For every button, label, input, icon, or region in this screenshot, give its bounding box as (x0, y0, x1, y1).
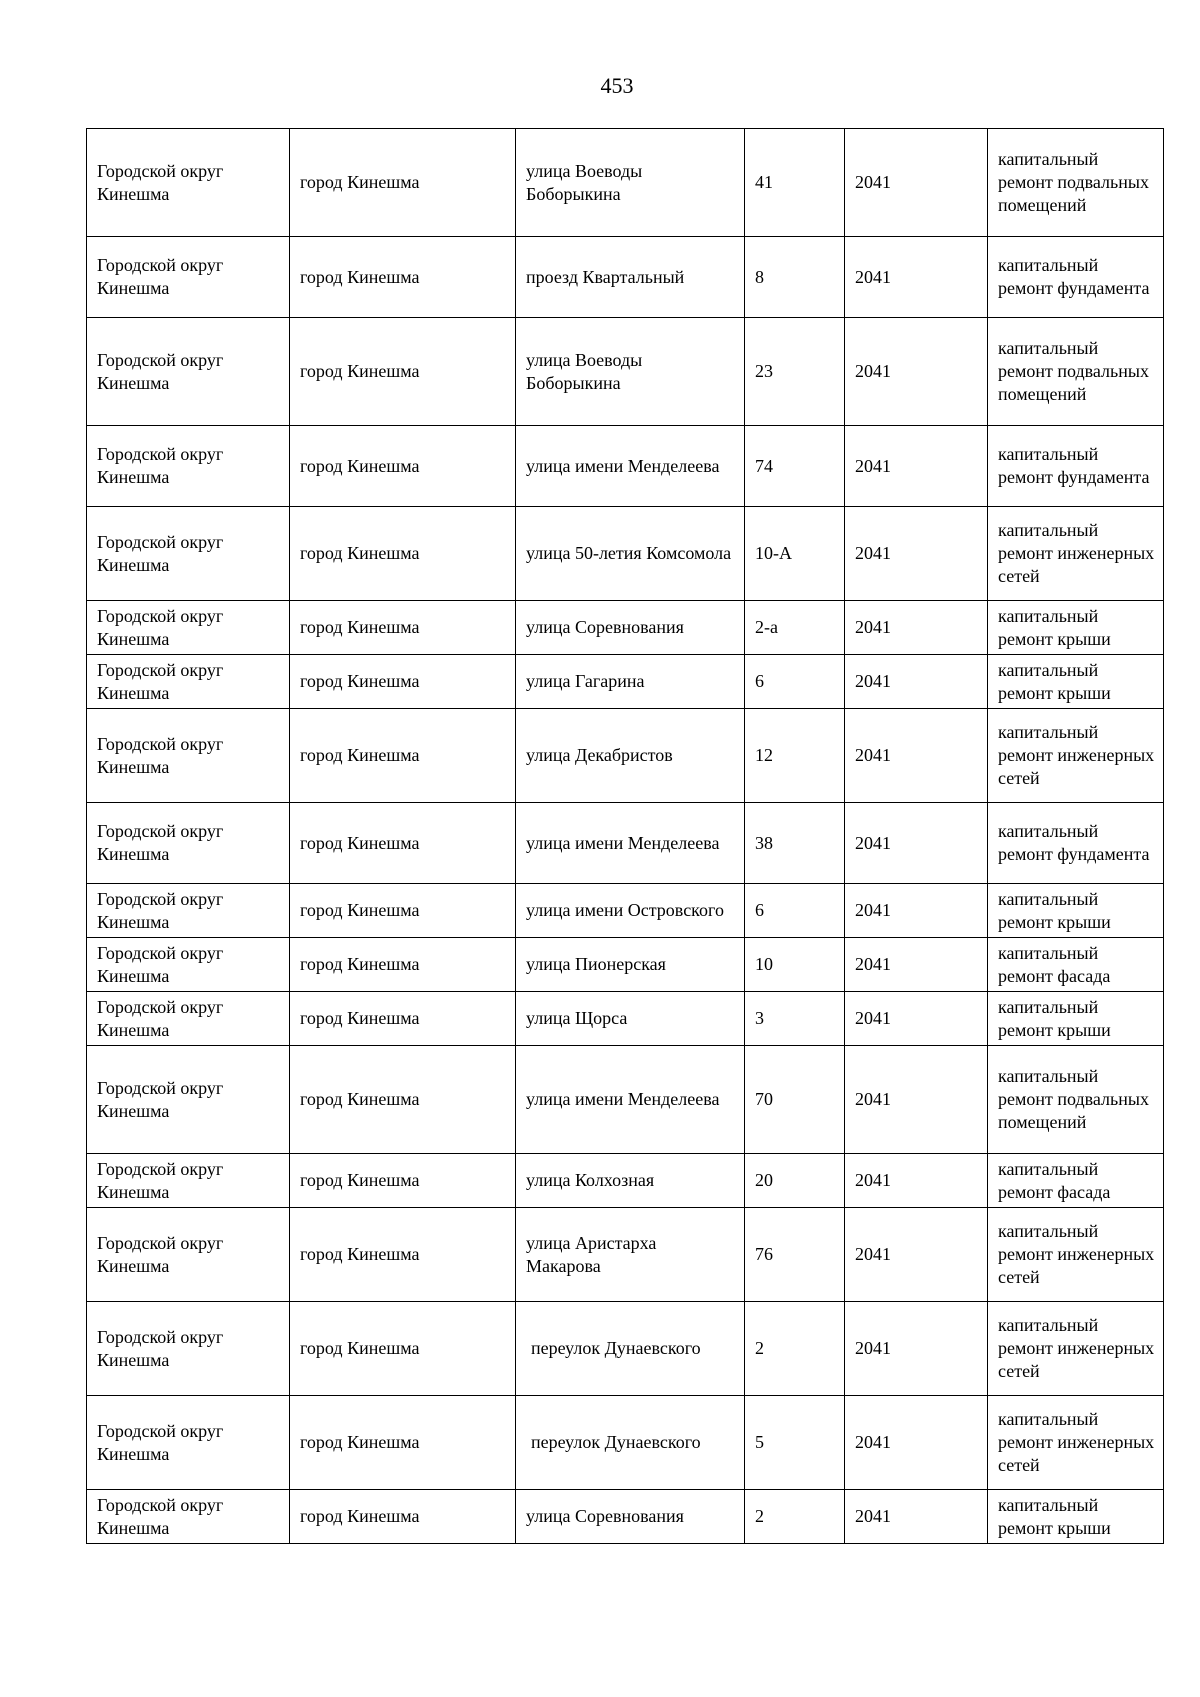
work-type-cell-text: капитальный ремонт фундамента (998, 444, 1150, 487)
street-cell-text: улица Декабристов (526, 745, 673, 765)
year-cell-text: 2041 (855, 954, 891, 974)
table-row (87, 992, 1164, 1046)
house-number-cell-text: 5 (755, 1432, 764, 1452)
street-cell (516, 1154, 745, 1208)
table-row (87, 803, 1164, 884)
settlement-cell (290, 709, 516, 803)
municipality-cell-text: Городской округ Кинешма (97, 942, 224, 986)
work-type-cell-text: капитальный ремонт инженерных сетей (998, 1221, 1155, 1287)
work-type-cell-text: капитальный ремонт подвальных помещений (998, 1066, 1149, 1132)
table-row (87, 709, 1164, 803)
settlement-cell (290, 1154, 516, 1208)
settlement-cell (290, 655, 516, 709)
year-cell (845, 601, 988, 655)
settlement-cell (290, 237, 516, 318)
municipality-cell-text: Городской округ Кинешма (97, 1326, 224, 1370)
table-row (87, 129, 1164, 237)
settlement-cell-text: город Кинешма (300, 832, 420, 853)
work-type-cell (988, 938, 1164, 992)
work-type-cell (988, 884, 1164, 938)
house-number-cell-text: 6 (755, 900, 764, 920)
municipality-cell (87, 709, 290, 803)
year-cell-text: 2041 (855, 745, 891, 765)
house-number-cell-text: 3 (755, 1008, 764, 1028)
year-cell-text: 2041 (855, 172, 891, 192)
municipality-cell-text: Городской округ Кинешма (97, 1232, 224, 1276)
table-row (87, 507, 1164, 601)
table-row (87, 1396, 1164, 1490)
street-cell (516, 992, 745, 1046)
street-cell-text: переулок Дунаевского (531, 1432, 701, 1452)
municipality-cell (87, 237, 290, 318)
work-type-cell (988, 1154, 1164, 1208)
year-cell-text: 2041 (855, 1244, 891, 1264)
street-cell-text: проезд Квартальный (526, 266, 685, 287)
year-cell (845, 1302, 988, 1396)
street-cell (516, 1396, 745, 1490)
year-cell-text: 2041 (855, 1008, 891, 1028)
settlement-cell-text: город Кинешма (300, 1008, 420, 1028)
house-number-cell (745, 803, 845, 884)
settlement-cell-text: город Кинешма (300, 1338, 420, 1358)
house-number-cell (745, 237, 845, 318)
year-cell (845, 129, 988, 237)
house-number-cell-text: 23 (755, 361, 773, 381)
house-number-cell-text: 76 (755, 1244, 773, 1264)
settlement-cell-text: город Кинешма (300, 1244, 420, 1264)
work-type-cell-text: капитальный ремонт инженерных сетей (998, 722, 1155, 788)
house-number-cell-text: 2 (755, 1506, 764, 1526)
work-type-cell-text: капитальный ремонт крыши (998, 996, 1111, 1040)
municipality-cell (87, 318, 290, 426)
work-type-cell (988, 507, 1164, 601)
work-type-cell (988, 803, 1164, 884)
settlement-cell-text: город Кинешма (300, 745, 420, 765)
settlement-cell-text: город Кинешма (300, 1432, 420, 1452)
house-number-cell (745, 1154, 845, 1208)
year-cell-text: 2041 (855, 1506, 891, 1526)
house-number-cell (745, 709, 845, 803)
table-row (87, 318, 1164, 426)
work-type-cell (988, 655, 1164, 709)
municipality-cell (87, 1302, 290, 1396)
street-cell-text: улица имени Менделеева (526, 455, 720, 476)
street-cell-text: улица имени Менделеева (526, 832, 720, 853)
work-type-cell (988, 992, 1164, 1046)
work-type-cell (988, 1046, 1164, 1154)
year-cell (845, 992, 988, 1046)
municipality-cell (87, 129, 290, 237)
house-number-cell (745, 1302, 845, 1396)
house-number-cell-text: 70 (755, 1089, 773, 1109)
work-type-cell-text: капитальный ремонт крыши (998, 1494, 1111, 1538)
municipality-cell-text: Городской округ Кинешма (97, 160, 224, 204)
year-cell-text: 2041 (855, 361, 891, 381)
municipality-cell (87, 1046, 290, 1154)
municipality-cell (87, 426, 290, 507)
house-number-cell (745, 655, 845, 709)
house-number-cell-text: 41 (755, 172, 773, 192)
street-cell-text: улица Соревнования (526, 617, 684, 637)
year-cell-text: 2041 (855, 671, 891, 691)
house-number-cell-text: 2 (755, 1338, 764, 1358)
municipality-cell-text: Городской округ Кинешма (97, 531, 224, 575)
work-type-cell-text: капитальный ремонт крыши (998, 888, 1111, 932)
house-number-cell-text: 38 (755, 832, 773, 853)
repair-schedule-table (86, 128, 1164, 1544)
street-cell-text: улица имени Менделеева (526, 1089, 720, 1109)
work-type-cell (988, 1302, 1164, 1396)
street-cell-text: улица Пионерская (526, 954, 666, 974)
municipality-cell-text: Городской округ Кинешма (97, 444, 224, 487)
work-type-cell-text: капитальный ремонт инженерных сетей (998, 1315, 1155, 1381)
municipality-cell-text: Городской округ Кинешма (97, 1420, 224, 1464)
year-cell-text: 2041 (855, 1170, 891, 1190)
settlement-cell (290, 803, 516, 884)
house-number-cell-text: 20 (755, 1170, 773, 1190)
settlement-cell-text: город Кинешма (300, 1089, 420, 1109)
table-row (87, 426, 1164, 507)
street-cell (516, 601, 745, 655)
street-cell-text: улица Аристарха Макарова (526, 1232, 657, 1276)
municipality-cell-text: Городской округ Кинешма (97, 659, 224, 703)
settlement-cell (290, 601, 516, 655)
work-type-cell (988, 426, 1164, 507)
settlement-cell-text: город Кинешма (300, 900, 420, 920)
street-cell (516, 129, 745, 237)
work-type-cell-text: капитальный ремонт фундамента (998, 821, 1150, 864)
settlement-cell (290, 884, 516, 938)
street-cell (516, 938, 745, 992)
work-type-cell-text: капитальный ремонт фасада (998, 1158, 1111, 1202)
municipality-cell-text: Городской округ Кинешма (97, 996, 224, 1040)
house-number-cell-text: 6 (755, 671, 764, 691)
house-number-cell-text: 74 (755, 455, 773, 476)
year-cell (845, 426, 988, 507)
street-cell (516, 709, 745, 803)
settlement-cell (290, 129, 516, 237)
street-cell-text: улица имени Островского (526, 900, 724, 920)
street-cell (516, 803, 745, 884)
municipality-cell (87, 1490, 290, 1544)
municipality-cell-text: Городской округ Кинешма (97, 888, 224, 932)
house-number-cell (745, 1490, 845, 1544)
year-cell (845, 1396, 988, 1490)
street-cell (516, 318, 745, 426)
year-cell-text: 2041 (855, 617, 891, 637)
table-row (87, 1046, 1164, 1154)
house-number-cell (745, 601, 845, 655)
year-cell-text: 2041 (855, 832, 891, 853)
street-cell (516, 655, 745, 709)
house-number-cell-text: 10-А (755, 543, 792, 563)
work-type-cell-text: капитальный ремонт подвальных помещений (998, 149, 1149, 215)
house-number-cell-text: 8 (755, 266, 764, 287)
table-row (87, 1302, 1164, 1396)
settlement-cell (290, 318, 516, 426)
year-cell-text: 2041 (855, 266, 891, 287)
table-row (87, 1208, 1164, 1302)
work-type-cell (988, 318, 1164, 426)
work-type-cell (988, 1396, 1164, 1490)
year-cell (845, 1154, 988, 1208)
table-body (87, 129, 1164, 1544)
municipality-cell-text: Городской округ Кинешма (97, 605, 224, 649)
settlement-cell (290, 426, 516, 507)
municipality-cell (87, 655, 290, 709)
table-row (87, 237, 1164, 318)
municipality-cell (87, 601, 290, 655)
settlement-cell-text: город Кинешма (300, 671, 420, 691)
municipality-cell (87, 507, 290, 601)
settlement-cell (290, 1302, 516, 1396)
street-cell (516, 1046, 745, 1154)
street-cell-text: улица Колхозная (526, 1170, 655, 1190)
work-type-cell-text: капитальный ремонт фасада (998, 942, 1111, 986)
house-number-cell (745, 1208, 845, 1302)
house-number-cell (745, 426, 845, 507)
settlement-cell-text: город Кинешма (300, 455, 420, 476)
year-cell-text: 2041 (855, 1089, 891, 1109)
street-cell (516, 1302, 745, 1396)
settlement-cell-text: город Кинешма (300, 172, 420, 192)
year-cell (845, 1208, 988, 1302)
table-row (87, 1154, 1164, 1208)
year-cell (845, 1490, 988, 1544)
year-cell (845, 709, 988, 803)
year-cell-text: 2041 (855, 1338, 891, 1358)
street-cell (516, 237, 745, 318)
work-type-cell (988, 709, 1164, 803)
municipality-cell-text: Городской округ Кинешма (97, 1158, 224, 1202)
municipality-cell (87, 1396, 290, 1490)
work-type-cell-text: капитальный ремонт подвальных помещений (998, 338, 1149, 404)
house-number-cell-text: 2-а (755, 617, 778, 637)
year-cell (845, 318, 988, 426)
municipality-cell-text: Городской округ Кинешма (97, 1494, 224, 1538)
municipality-cell-text: Городской округ Кинешма (97, 821, 224, 864)
settlement-cell-text: город Кинешма (300, 543, 420, 563)
municipality-cell-text: Городской округ Кинешма (97, 349, 224, 393)
municipality-cell (87, 938, 290, 992)
street-cell-text: улица Соревнования (526, 1506, 684, 1526)
street-cell-text: улица Гагарина (526, 671, 645, 691)
municipality-cell-text: Городской округ Кинешма (97, 255, 224, 298)
street-cell (516, 1490, 745, 1544)
street-cell-text: улица Воеводы Боборыкина (526, 160, 643, 204)
work-type-cell-text: капитальный ремонт фундамента (998, 255, 1150, 298)
settlement-cell (290, 507, 516, 601)
work-type-cell-text: капитальный ремонт инженерных сетей (998, 1409, 1155, 1475)
table-row (87, 884, 1164, 938)
street-cell (516, 884, 745, 938)
settlement-cell-text: город Кинешма (300, 266, 420, 287)
house-number-cell (745, 129, 845, 237)
year-cell-text: 2041 (855, 900, 891, 920)
table-row (87, 655, 1164, 709)
municipality-cell-text: Городской округ Кинешма (97, 733, 224, 777)
municipality-cell (87, 1208, 290, 1302)
house-number-cell (745, 938, 845, 992)
street-cell-text: переулок Дунаевского (531, 1338, 701, 1358)
settlement-cell (290, 938, 516, 992)
municipality-cell (87, 884, 290, 938)
page-number: 453 (600, 73, 634, 98)
work-type-cell-text: капитальный ремонт крыши (998, 659, 1111, 703)
street-cell (516, 426, 745, 507)
municipality-cell (87, 1154, 290, 1208)
year-cell (845, 1046, 988, 1154)
year-cell-text: 2041 (855, 455, 891, 476)
year-cell (845, 237, 988, 318)
house-number-cell (745, 1396, 845, 1490)
year-cell (845, 803, 988, 884)
settlement-cell (290, 1396, 516, 1490)
work-type-cell (988, 237, 1164, 318)
year-cell (845, 938, 988, 992)
work-type-cell (988, 601, 1164, 655)
settlement-cell-text: город Кинешма (300, 617, 420, 637)
work-type-cell-text: капитальный ремонт крыши (998, 605, 1111, 649)
municipality-cell-text: Городской округ Кинешма (97, 1077, 224, 1121)
year-cell-text: 2041 (855, 543, 891, 563)
street-cell (516, 1208, 745, 1302)
municipality-cell (87, 803, 290, 884)
year-cell (845, 655, 988, 709)
settlement-cell-text: город Кинешма (300, 1170, 420, 1190)
settlement-cell (290, 1208, 516, 1302)
settlement-cell (290, 992, 516, 1046)
table-row (87, 601, 1164, 655)
settlement-cell-text: город Кинешма (300, 954, 420, 974)
table-row (87, 938, 1164, 992)
house-number-cell (745, 884, 845, 938)
work-type-cell (988, 129, 1164, 237)
settlement-cell-text: город Кинешма (300, 1506, 420, 1526)
street-cell (516, 507, 745, 601)
street-cell-text: улица Воеводы Боборыкина (526, 349, 643, 393)
settlement-cell-text: город Кинешма (300, 361, 420, 381)
municipality-cell (87, 992, 290, 1046)
settlement-cell (290, 1046, 516, 1154)
work-type-cell (988, 1490, 1164, 1544)
house-number-cell (745, 318, 845, 426)
year-cell (845, 507, 988, 601)
table-row (87, 1490, 1164, 1544)
work-type-cell (988, 1208, 1164, 1302)
house-number-cell (745, 507, 845, 601)
house-number-cell-text: 12 (755, 745, 773, 765)
house-number-cell-text: 10 (755, 954, 773, 974)
year-cell (845, 884, 988, 938)
street-cell-text: улица 50-летия Комсомола (526, 543, 732, 563)
house-number-cell (745, 1046, 845, 1154)
house-number-cell (745, 992, 845, 1046)
year-cell-text: 2041 (855, 1432, 891, 1452)
settlement-cell (290, 1490, 516, 1544)
work-type-cell-text: капитальный ремонт инженерных сетей (998, 520, 1155, 586)
street-cell-text: улица Щорса (526, 1008, 628, 1028)
